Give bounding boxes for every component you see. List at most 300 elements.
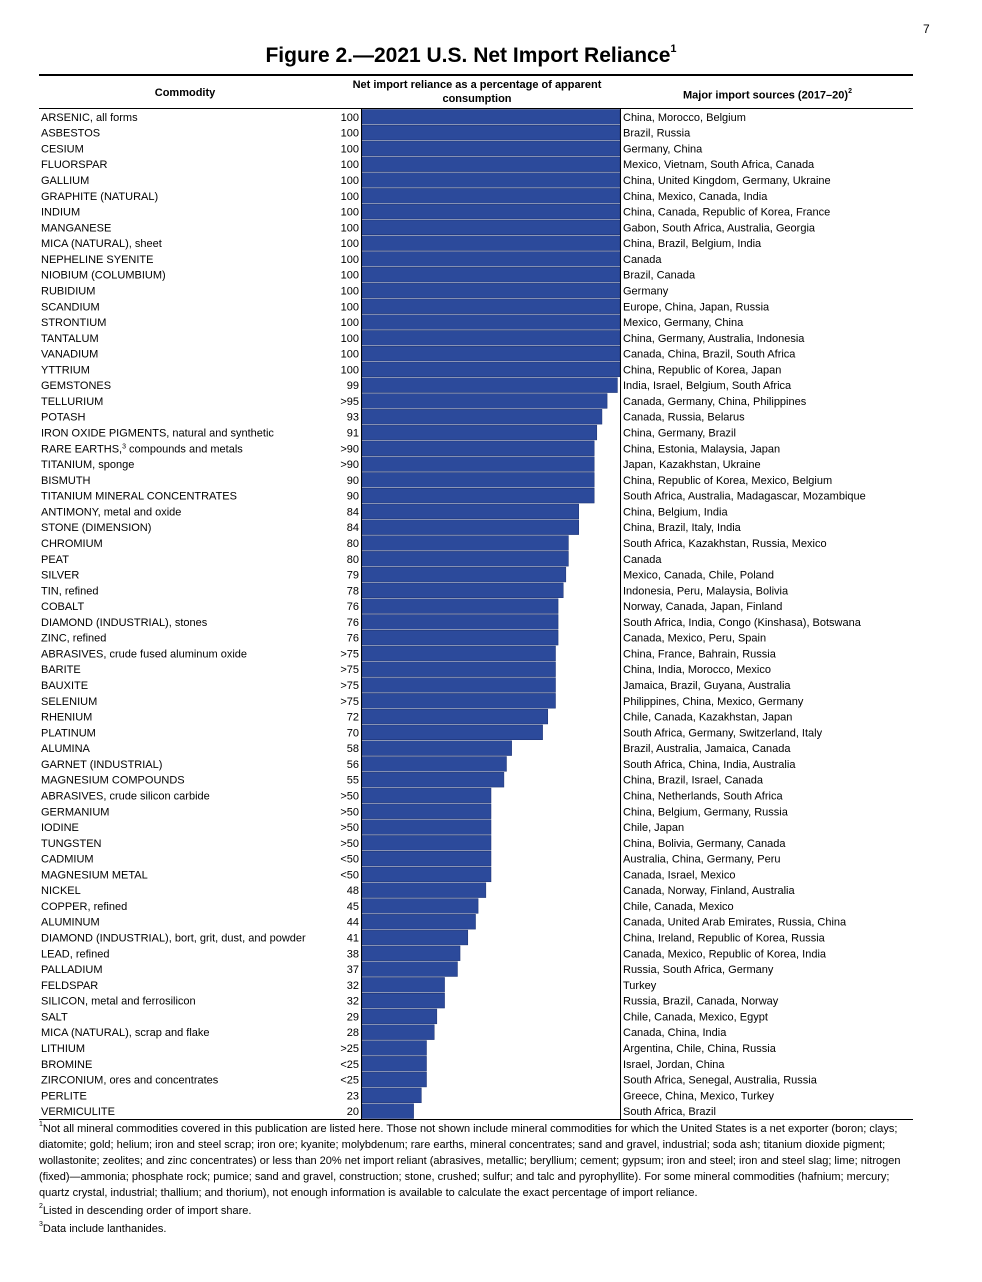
table-row [41,662,771,677]
reliance-value-label: 58 [346,743,359,756]
import-sources-label: China, Brazil, Israel, Canada [623,774,764,787]
reliance-value-label: >75 [340,664,359,677]
reliance-value-label: 28 [346,1027,359,1040]
reliance-bar [362,330,620,345]
table-row [41,1025,727,1040]
table-row [41,757,796,772]
commodity-footnote-marker: 3 [122,443,126,451]
reliance-bar [362,1041,427,1056]
reliance-value-label: <25 [340,1074,359,1087]
commodity-label: INDIUM [41,206,81,219]
reliance-bar [362,252,620,267]
page-number: 7 [923,22,930,36]
figure-title-text: Figure 2.—2021 U.S. Net Import Reliance [265,44,671,67]
reliance-value-label: 100 [340,238,359,251]
commodity-label: IODINE [41,822,79,835]
commodity-label: PERLITE [41,1090,87,1103]
table-row [41,409,745,424]
reliance-bar [362,141,620,156]
reliance-value-label: 84 [346,506,359,519]
table-row [41,346,796,361]
table-row [41,394,807,409]
reliance-value-label: 100 [340,332,359,345]
commodity-label: MAGNESIUM METAL [41,869,148,882]
commodity-label: ARSENIC, all forms [41,111,138,124]
commodity-label: SELENIUM [41,695,98,708]
table-row [41,741,791,756]
footnote-text: Data include lanthanides. [42,1223,167,1235]
import-sources-label: Germany [623,285,669,298]
commodity-label: COBALT [41,601,85,614]
reliance-value-label: 100 [340,253,359,266]
reliance-bar [362,472,594,487]
commodity-label: ABRASIVES, crude silicon carbide [41,790,210,803]
table-row [41,220,816,235]
commodity-label: ALUMINA [41,743,90,756]
reliance-bar [362,378,617,393]
reliance-value-label: 91 [346,427,359,440]
reliance-bar [362,1025,434,1040]
header-sources-text: Major import sources (2017–20) [683,89,849,102]
table-row [41,914,847,929]
import-sources-label: Chile, Canada, Mexico [623,900,734,913]
reliance-value-label: 20 [346,1106,359,1119]
footnote [39,1221,913,1237]
footnote-marker: 3 [39,1221,43,1229]
table-row [41,536,827,551]
reliance-value-label: 32 [346,979,359,992]
reliance-bar [362,583,563,598]
commodity-label: VANADIUM [41,348,99,361]
reliance-bar [362,204,620,219]
commodity-label: TITANIUM MINERAL CONCENTRATES [41,490,237,503]
import-sources-label: Norway, Canada, Japan, Finland [623,601,783,614]
footnote-marker: 2 [39,1203,43,1211]
reliance-value-label: 100 [340,285,359,298]
import-sources-label: Canada, Russia, Belarus [623,411,745,424]
reliance-value-label: 41 [346,932,359,945]
reliance-bar [362,820,491,835]
import-sources-label: Brazil, Russia [623,127,691,140]
reliance-value-label: >75 [340,680,359,693]
reliance-bar [362,946,460,961]
reliance-value-label: 76 [346,601,359,614]
table-row [41,630,766,645]
commodity-label: LITHIUM [41,1042,85,1055]
reliance-value-label: 100 [340,269,359,282]
import-sources-label: Chile, Canada, Kazakhstan, Japan [623,711,793,724]
reliance-bar [362,788,491,803]
footnote [39,1121,913,1201]
reliance-value-label: 100 [340,348,359,361]
reliance-bar [362,488,594,503]
import-sources-label: Europe, China, Japan, Russia [623,301,770,314]
reliance-bar [362,457,594,472]
reliance-value-label: 100 [340,127,359,140]
table-row [41,1056,725,1071]
reliance-bar [362,346,620,361]
commodity-label: CADMIUM [41,853,94,866]
commodity-label: STONE (DIMENSION) [41,522,152,535]
import-sources-label: Canada, United Arab Emirates, Russia, China [623,916,847,929]
table-row [41,851,781,866]
import-sources-label: Japan, Kazakhstan, Ukraine [623,459,761,472]
table-row [41,204,830,219]
reliance-bar [362,883,486,898]
table-row [41,141,703,156]
import-sources-label: Chile, Canada, Mexico, Egypt [623,1011,768,1024]
reliance-bar [362,678,556,693]
import-sources-label: Brazil, Canada [623,269,696,282]
import-sources-label: China, Republic of Korea, Mexico, Belgium [623,474,833,487]
table-row [41,457,761,472]
import-sources-label: China, India, Morocco, Mexico [623,664,771,677]
reliance-bar [362,1104,414,1119]
import-sources-label: China, Belgium, Germany, Russia [623,806,788,819]
import-sources-label: China, Canada, Republic of Korea, France [623,206,831,219]
reliance-value-label: 100 [340,206,359,219]
table-row [41,299,770,314]
reliance-value-label: 55 [346,774,359,787]
reliance-value-label: 76 [346,616,359,629]
import-sources-label: South Africa, Senegal, Australia, Russia [623,1074,817,1087]
reliance-value-label: <25 [340,1058,359,1071]
commodity-label: TELLURIUM [41,395,104,408]
import-sources-label: Canada, Germany, China, Philippines [623,395,807,408]
table-row [41,425,736,440]
table-row [41,378,792,393]
reliance-value-label: <50 [340,853,359,866]
table-row [41,188,768,203]
commodity-label: FELDSPAR [41,979,99,992]
reliance-value-label: >50 [340,806,359,819]
reliance-bar [362,662,556,677]
reliance-bar [362,441,594,456]
reliance-value-label: 90 [346,474,359,487]
commodity-label: GERMANIUM [41,806,110,819]
table-row [41,551,662,566]
table-row [41,488,866,503]
import-sources-label: Canada, China, India [623,1027,727,1040]
table-row [41,804,789,819]
commodity-label: RUBIDIUM [41,285,96,298]
table-row [41,883,795,898]
reliance-value-label: 100 [340,175,359,188]
commodity-label: PLATINUM [41,727,96,740]
import-sources-label: Philippines, China, Mexico, Germany [623,695,804,708]
reliance-value-label: 38 [346,948,359,961]
table-row [41,330,805,345]
table-row [41,772,764,787]
import-sources-label: Canada, Israel, Mexico [623,869,736,882]
reliance-value-label: >95 [340,395,359,408]
import-sources-label: Canada, China, Brazil, South Africa [623,348,796,361]
title-footnote-marker: 1 [670,43,677,55]
reliance-value-label: 44 [346,916,359,929]
import-sources-label: Gabon, South Africa, Australia, Georgia [623,222,816,235]
reliance-bar [362,536,568,551]
import-sources-label: China, Estonia, Malaysia, Japan [623,443,781,456]
commodity-label: ASBESTOS [41,127,101,140]
reliance-bar [362,1009,437,1024]
footnote [39,1203,913,1219]
commodity-label: VERMICULITE [41,1106,115,1119]
commodity-label: SCANDIUM [41,301,100,314]
reliance-bar [362,188,620,203]
import-sources-label: Israel, Jordan, China [623,1058,725,1071]
reliance-value-label: >50 [340,837,359,850]
commodity-label: DIAMOND (INDUSTRIAL), bort, grit, dust, and powder [41,932,306,945]
table-row [41,899,734,914]
import-sources-label: China, Netherlands, South Africa [623,790,783,803]
reliance-bar [362,236,620,251]
table-row [41,125,691,140]
reliance-bar [362,1056,427,1071]
commodity-label-rest: compounds and metals [126,443,243,456]
reliance-value-label: 100 [340,222,359,235]
import-sources-label: China, France, Bahrain, Russia [623,648,776,661]
import-sources-label: China, Morocco, Belgium [623,111,746,124]
table-row [41,441,780,456]
table-row [41,709,792,724]
reliance-bar [362,409,602,424]
commodity-label: GARNET (INDUSTRIAL) [41,758,163,771]
table-row [41,236,762,251]
import-sources-label: South Africa, Brazil [623,1106,716,1119]
table-row [41,315,744,330]
table-row [41,946,827,961]
table-row [41,678,791,693]
import-sources-label: Argentina, Chile, China, Russia [623,1042,776,1055]
reliance-bar [362,709,548,724]
table-row [41,646,777,661]
commodity-label: DIAMOND (INDUSTRIAL), stones [41,616,208,629]
reliance-bar [362,914,476,929]
reliance-value-label: 80 [346,537,359,550]
table-row [41,993,779,1008]
commodity-label: ZINC, refined [41,632,107,645]
reliance-bar [362,315,620,330]
reliance-value-label: 100 [340,190,359,203]
commodity-label: MICA (NATURAL), sheet [41,238,162,251]
reliance-bar [362,757,506,772]
table-row [41,267,696,282]
reliance-value-label: 90 [346,490,359,503]
header-commodity: Commodity [154,87,216,99]
reliance-bar [362,899,478,914]
import-sources-label: China, Brazil, Belgium, India [623,238,762,251]
reliance-value-label: 100 [340,364,359,377]
import-sources-label: China, Mexico, Canada, India [623,190,768,203]
footnotes [39,1121,913,1239]
table-row [41,567,774,582]
commodity-label: ANTIMONY, metal and oxide [41,506,182,519]
reliance-bar [362,267,620,282]
import-sources-label: Canada, Mexico, Republic of Korea, India [623,948,827,961]
reliance-bar [362,646,556,661]
reliance-value-label: >50 [340,790,359,803]
reliance-value-label: 23 [346,1090,359,1103]
reliance-bar [362,173,620,188]
reliance-bar [362,835,491,850]
table-row [41,977,657,992]
reliance-value-label: 100 [340,317,359,330]
reliance-bar [362,110,620,125]
reliance-bar [362,741,512,756]
reliance-bar [362,851,491,866]
commodity-label: RARE EARTHS,$^3$ compounds and metals [41,443,243,456]
commodity-label: BISMUTH [41,474,91,487]
reliance-bar [362,962,457,977]
commodity-label: BARITE [41,664,81,677]
commodity-label: MAGNESIUM COMPOUNDS [41,774,185,787]
reliance-bar [362,1072,427,1087]
reliance-bar [362,394,607,409]
reliance-value-label: 48 [346,885,359,898]
import-sources-label: Russia, Brazil, Canada, Norway [623,995,779,1008]
commodity-label: BROMINE [41,1058,93,1071]
commodity-label: ZIRCONIUM, ores and concentrates [41,1074,219,1087]
commodity-label: IRON OXIDE PIGMENTS, natural and synthetic [41,427,274,440]
chart-left-axis-line [361,109,362,1119]
import-sources-label: South Africa, Australia, Madagascar, Mozambique [623,490,866,503]
import-sources-label: China, Bolivia, Germany, Canada [623,837,786,850]
reliance-bar [362,867,491,882]
import-sources-label: Germany, China [623,143,703,156]
reliance-value-label: 84 [346,522,359,535]
import-sources-label: South Africa, Kazakhstan, Russia, Mexico [623,537,827,550]
reliance-bar [362,630,558,645]
table-row [41,867,736,882]
reliance-value-label: 100 [340,159,359,172]
commodity-label: LEAD, refined [41,948,110,961]
import-sources-label: India, Israel, Belgium, South Africa [623,380,792,393]
table-row [41,1072,818,1087]
commodity-label: POTASH [41,411,86,424]
import-sources-label: China, Ireland, Republic of Korea, Russia [623,932,825,945]
reliance-bar [362,551,568,566]
table-row [41,1041,777,1056]
reliance-bar [362,125,620,140]
header-net-import-reliance: Net import reliance as a percentage of apparent consumption [352,79,602,105]
commodity-label: SALT [41,1011,68,1024]
reliance-bar [362,283,620,298]
reliance-bar [362,930,468,945]
commodity-label: MICA (NATURAL), scrap and flake [41,1027,210,1040]
commodity-label: NEPHELINE SYENITE [41,253,154,266]
table-row [41,362,781,377]
import-sources-label: Turkey [623,979,657,992]
import-sources-label: China, Brazil, Italy, India [623,522,741,535]
table-row [41,583,789,598]
reliance-value-label: >75 [340,695,359,708]
import-sources-label: Canada, Norway, Finland, Australia [623,885,795,898]
reliance-value-label: 76 [346,632,359,645]
table-row [41,472,832,487]
reliance-value-label: 100 [340,111,359,124]
reliance-value-label: 37 [346,964,359,977]
reliance-value-label: <50 [340,869,359,882]
import-sources-label: Australia, China, Germany, Peru [623,853,781,866]
reliance-value-label: >25 [340,1042,359,1055]
import-sources-label: Brazil, Australia, Jamaica, Canada [623,743,791,756]
import-sources-label: Russia, South Africa, Germany [623,964,774,977]
reliance-value-label: 93 [346,411,359,424]
reliance-bar [362,693,556,708]
chart-right-boundary-line [620,109,621,1119]
table-row [41,252,662,267]
reliance-bar [362,504,579,519]
reliance-bar [362,772,504,787]
commodity-label: STRONTIUM [41,317,107,330]
commodity-label: NIOBIUM (COLUMBIUM) [41,269,166,282]
header-sources-marker: 2 [848,88,852,95]
commodity-label: CHROMIUM [41,537,103,550]
reliance-bar [362,520,579,535]
commodity-label: GALLIUM [41,175,90,188]
reliance-bar [362,615,558,630]
reliance-bar [362,977,445,992]
reliance-bar [362,725,543,740]
table-row [41,110,746,125]
commodity-label: PEAT [41,553,69,566]
commodity-label: NICKEL [41,885,81,898]
table-row [41,820,684,835]
import-sources-label: Canada [623,553,662,566]
table-bottom-rule [39,1119,913,1120]
reliance-bar [362,299,620,314]
import-sources-label: China, United Kingdom, Germany, Ukraine [623,175,831,188]
commodity-label: BAUXITE [41,680,89,693]
reliance-value-label: 45 [346,900,359,913]
reliance-value-label: 80 [346,553,359,566]
commodity-label: ALUMINUM [41,916,100,929]
reliance-bar [362,157,620,172]
commodity-label: RHENIUM [41,711,93,724]
reliance-value-label: 56 [346,758,359,771]
reliance-bar [362,567,566,582]
reliance-bar [362,220,620,235]
table-row [41,835,786,850]
table-row [41,930,826,945]
import-sources-label: Mexico, Germany, China [623,317,744,330]
import-sources-label: Mexico, Canada, Chile, Poland [623,569,775,582]
commodity-label: SILVER [41,569,80,582]
reliance-value-label: 78 [346,585,359,598]
import-sources-label: Mexico, Vietnam, South Africa, Canada [623,159,815,172]
reliance-value-label: 70 [346,727,359,740]
table-row [41,173,831,188]
table-row [41,283,669,298]
reliance-value-label: 100 [340,301,359,314]
commodity-label: MANGANESE [41,222,112,235]
table-row [41,520,742,535]
reliance-value-label: >90 [340,443,359,456]
commodity-label: SILICON, metal and ferrosilicon [41,995,196,1008]
import-sources-label: China, Germany, Brazil [623,427,736,440]
reliance-value-label: 79 [346,569,359,582]
table-row [41,693,804,708]
reliance-bar [362,1088,421,1103]
commodity-label: TUNGSTEN [41,837,102,850]
import-sources-label: South Africa, Germany, Switzerland, Italy [623,727,823,740]
table-row [41,615,862,630]
table-row [41,962,774,977]
reliance-bar [362,362,620,377]
import-sources-label: China, Belgium, India [623,506,728,519]
commodity-label: CESIUM [41,143,84,156]
commodity-label: YTTRIUM [41,364,90,377]
